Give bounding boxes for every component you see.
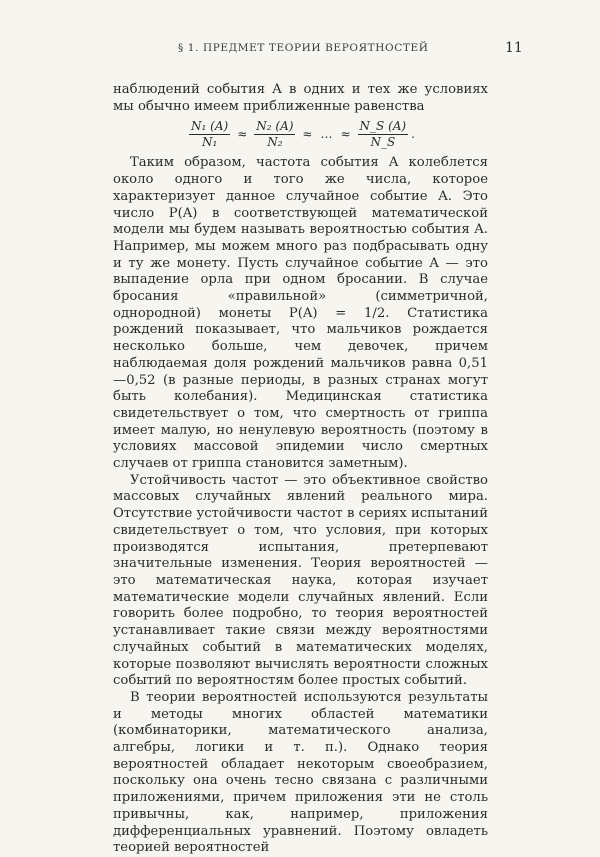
- page-body: [113, 82, 488, 857]
- fraction-1: [189, 119, 230, 150]
- ellipsis: …: [320, 127, 333, 142]
- approx-sign: ≈: [340, 127, 351, 142]
- paragraph-probability-theory: Устойчивость частот — это объективное свойство массовых случайных явлений реального мира. Отсутствие устойчивости частот в сериях испытаний свидетельствует о том, что условия, при которых производятся испытания, претерпевают значительные изменения. Теория вероятностей — это математическая наука, которая изучает математические модели случайных явлений. Если говорить более подробно, то теория вероятностей устанавливает такие связи между вероятностями случайных событий в математических моделях, которые позволяют вычислять вероятности сложных событий по вероятностям более простых событий.: [113, 472, 488, 689]
- fraction-2-denominator: N₂: [267, 134, 283, 149]
- fraction-2: [254, 119, 295, 150]
- fraction-3-denominator: N_S: [370, 134, 396, 149]
- paragraph-frequency-stability: Таким образом, частота события A колеблется около одного и того же числа, которое характеризует данное случайное событие A. Это число P(A) в соответствующей математической модели мы будем называть вероятностью события A. Например, мы можем много раз подбрасывать одну и ту же монету. Пусть случайное событие A — это выпадение орла при одном бросании. В случае бросания «правильной» (симметричной, однородной) монеты P(A) = 1/2. Статистика рождений показывает, что мальчиков рождается несколько больше, чем девочек, причем наблюдаемая доля рождений мальчиков равна 0,51—0,52 (в разные периоды, в разных странах могут быть колебания). Медицинская статистика свидетельствует о том, что смертность от гриппа имеет малую, но ненулевую вероятность (поэтому в условиях массовой эпидемии число смертных случаев от гриппа становится заметным).: [113, 155, 488, 472]
- paragraph-methods: В теории вероятностей используются результаты и методы многих областей математики (комбинаторики, математического анализа, алгебры, логики и т. п.). Однако теория вероятностей обладает некоторым своеобразием, поскольку она очень тесно связана с различными приложениями, причем приложения эти не столь привычны, как, например, приложения дифференциальных уравнений. Поэтому овладеть теорией вероятностей: [113, 689, 488, 856]
- fraction-1-denominator: N₁: [201, 134, 218, 149]
- approximate-equalities-formula: [113, 117, 488, 151]
- fraction-2-numerator: N₂ (A): [256, 118, 294, 133]
- formula-period: .: [411, 127, 415, 142]
- approx-sign: ≈: [302, 127, 313, 142]
- fraction-3-numerator: N_S (A): [359, 118, 407, 133]
- paragraph-continuation: наблюдений события A в одних и тех же условиях мы обычно имеем приближенные равенства: [113, 82, 488, 114]
- approx-sign: ≈: [237, 127, 248, 142]
- fraction-1-numerator: N₁ (A): [191, 118, 229, 133]
- page-number: 11: [505, 40, 523, 56]
- running-head: § 1. ПРЕДМЕТ ТЕОРИИ ВЕРОЯТНОСТЕЙ: [178, 42, 429, 54]
- page-header: [0, 42, 600, 60]
- fraction-3: [358, 119, 409, 150]
